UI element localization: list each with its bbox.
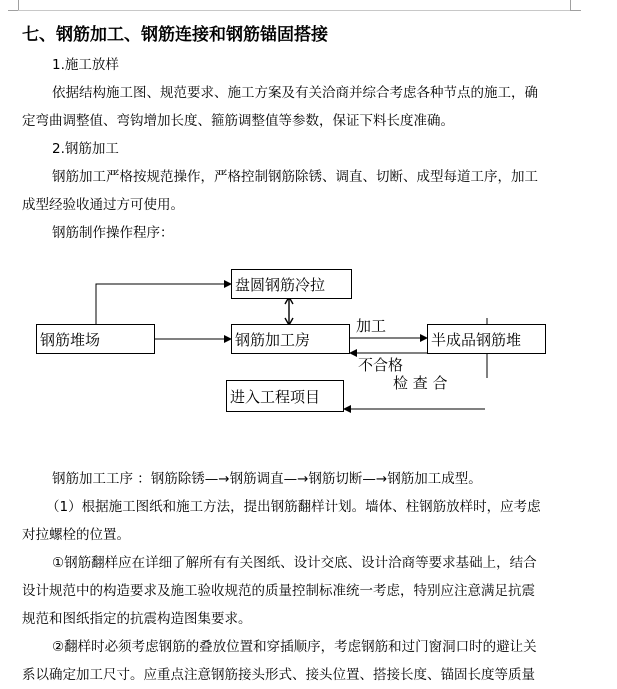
item3-line2: 系以确定加工尺寸。应重点注意钢筋接头形式、接头位置、搭接长度、锚固长度等质量 [22,667,535,683]
flow-box-processing-shop: 钢筋加工房 [231,324,350,354]
flow-label-process: 加工 [356,317,387,335]
sec2-line1: 钢筋加工严格按规范操作，严格控制钢筋除锈、调直、切断、成型每道工序，加工 [52,169,538,185]
flow-box-enter-project: 进入工程项目 [226,380,344,412]
process-line: 钢筋加工工序 ：钢筋除锈—→钢筋调直—→钢筋切断—→钢筋加工成型。 [52,471,482,487]
item1-line1: （1）根据施工图纸和施工方法，提出钢筋翻样计划。墙体、柱钢筋放样时，应考虑 [46,499,541,515]
flow-box-semi-finished: 半成品钢筋堆 [427,324,546,354]
sec2-title: 2.钢筋加工 [52,141,119,157]
item1-line2: 对拉螺栓的位置。 [22,527,130,543]
sec1-line2: 定弯曲调整值、弯钩增加长度、箍筋调整值等参数，保证下料长度准确。 [22,113,454,129]
item2-line2: 设计规范中的构造要求及施工验收规范的质量控制标准统一考虑，特别应注意满足抗震 [22,583,535,599]
section-heading: 七、钢筋加工、钢筋连接和钢筋锚固搭接 [22,25,328,45]
procedure-title: 钢筋制作操作程序： [52,225,174,241]
item3-line1: ②翻样时必须考虑钢筋的叠放位置和穿插顺序，考虑钢筋和过门窗洞口时的避让关 [52,639,537,655]
item2-line3: 规范和图纸指定的抗震构造图集要求。 [22,611,252,627]
item2-line1: ①钢筋翻样应在详细了解所有有关图纸、设计交底、设计洽商等要求基础上，结合 [52,555,537,571]
flow-label-check: 检 查 合 [393,374,448,392]
sec1-line1: 依据结构施工图、规范要求、施工方案及有关洽商并综合考虑各种节点的施工，确 [52,85,538,101]
flow-box-cold-drawing: 盘圆钢筋冷拉 [231,269,352,299]
flow-box-rebar-yard: 钢筋堆场 [36,324,155,354]
flow-label-fail: 不合格 [358,356,404,374]
sec2-line2: 成型经验收通过方可使用。 [22,197,184,213]
sec1-title: 1.施工放样 [52,57,119,73]
